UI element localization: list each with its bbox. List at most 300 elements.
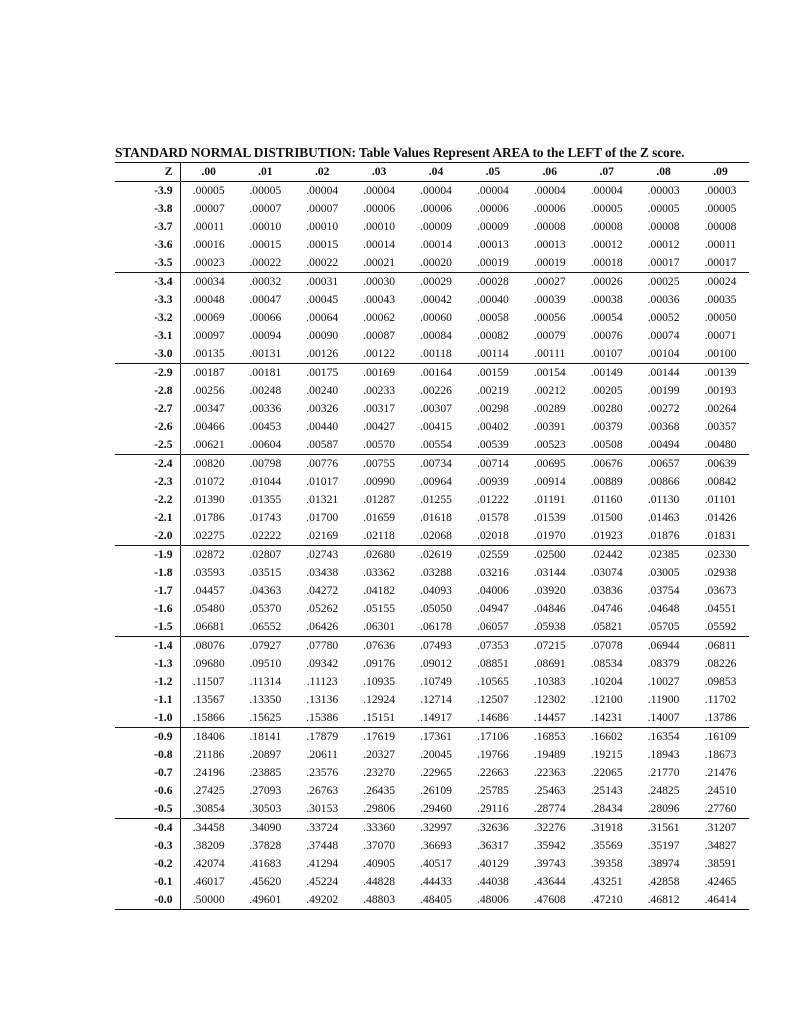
area-value-cell: .00587 xyxy=(294,436,351,455)
area-value-cell: .32997 xyxy=(420,821,452,834)
area-value-cell: .20611 xyxy=(306,748,338,761)
area-value-cell: .07353 xyxy=(476,639,509,652)
area-value-cell: .19766 xyxy=(476,748,509,761)
area-value-cell: .22065 xyxy=(590,766,623,779)
area-value-cell: .00017 xyxy=(635,254,692,273)
area-value-cell: .02619 xyxy=(420,548,452,561)
z-score-cell: -0.2 xyxy=(115,855,180,873)
area-value-cell: .00012 xyxy=(647,238,680,251)
area-value-cell: .34827 xyxy=(704,839,737,852)
area-value-cell: .00090 xyxy=(306,329,339,342)
area-value-cell: .00298 xyxy=(476,402,509,415)
area-value-cell: .04746 xyxy=(590,602,623,615)
area-value-cell: .40517 xyxy=(420,857,452,870)
area-value-cell: .25463 xyxy=(533,784,566,797)
area-value-cell: .00066 xyxy=(249,311,282,324)
table-row xyxy=(115,436,749,455)
area-value-cell: .16853 xyxy=(533,730,566,743)
area-value-cell: .00003 xyxy=(647,184,680,197)
area-value-cell: .41294 xyxy=(306,857,339,870)
area-value-cell: .06426 xyxy=(294,618,351,637)
area-value-cell: .28774 xyxy=(521,800,578,819)
area-value-cell: .00131 xyxy=(237,345,294,364)
area-value-cell: .00056 xyxy=(533,311,566,324)
table-row xyxy=(115,564,749,582)
z-score-cell: -0.7 xyxy=(115,764,180,782)
area-value-cell: .00175 xyxy=(306,366,339,379)
table-row xyxy=(115,236,749,254)
area-value-cell: .00676 xyxy=(590,457,623,470)
area-value-cell: .02743 xyxy=(306,548,339,561)
area-value-cell: .02680 xyxy=(363,548,396,561)
z-score-cell: -1.7 xyxy=(115,582,180,600)
area-value-cell: .05821 xyxy=(578,618,635,637)
z-score-cell: -2.6 xyxy=(115,418,180,436)
area-value-cell: .00280 xyxy=(590,402,623,415)
area-value-cell: .04272 xyxy=(306,584,339,597)
z-score-cell: -0.3 xyxy=(115,837,180,855)
area-value-cell: .01463 xyxy=(647,511,680,524)
area-value-cell: .08534 xyxy=(590,657,623,670)
area-value-cell: .48006 xyxy=(476,893,509,906)
area-value-cell: .13567 xyxy=(192,693,225,706)
area-value-cell: .32636 xyxy=(476,821,509,834)
area-value-cell: .48803 xyxy=(363,893,396,906)
area-value-cell: .01355 xyxy=(249,493,282,506)
area-value-cell: .07493 xyxy=(420,639,452,652)
header-col-06: .06 xyxy=(521,163,578,182)
area-value-cell: .00034 xyxy=(192,275,225,288)
area-value-cell: .16354 xyxy=(647,730,680,743)
area-value-cell: .49202 xyxy=(306,893,339,906)
table-row xyxy=(115,254,749,273)
table-row xyxy=(115,655,749,673)
area-value-cell: .00015 xyxy=(306,238,339,251)
area-value-cell: .00755 xyxy=(363,457,396,470)
area-value-cell: .00094 xyxy=(249,329,282,342)
area-value-cell: .00076 xyxy=(590,329,623,342)
area-value-cell: .00031 xyxy=(306,275,339,288)
area-value-cell: .03920 xyxy=(533,584,566,597)
area-value-cell: .00866 xyxy=(647,475,680,488)
area-value-cell: .00734 xyxy=(420,457,452,470)
area-value-cell: .33724 xyxy=(306,821,339,834)
area-value-cell: .00008 xyxy=(590,220,623,233)
area-value-cell: .00022 xyxy=(237,254,294,273)
area-value-cell: .00118 xyxy=(408,345,465,364)
table-row xyxy=(115,873,749,891)
area-value-cell: .07078 xyxy=(590,639,623,652)
area-value-cell: .20327 xyxy=(363,748,396,761)
z-score-cell: -3.3 xyxy=(115,291,180,309)
area-value-cell: .00111 xyxy=(521,345,578,364)
area-value-cell: .49601 xyxy=(249,893,282,906)
area-value-cell: .34090 xyxy=(249,821,282,834)
area-value-cell: .01500 xyxy=(590,511,623,524)
area-value-cell: .00013 xyxy=(533,238,566,251)
area-value-cell: .00402 xyxy=(476,420,509,433)
header-col-07: .07 xyxy=(578,163,635,182)
z-table-document xyxy=(115,144,749,910)
area-value-cell: .00005 xyxy=(704,202,737,215)
table-row xyxy=(115,382,749,400)
area-value-cell: .00040 xyxy=(476,293,509,306)
area-value-cell: .00149 xyxy=(590,366,623,379)
area-value-cell: .00466 xyxy=(192,420,225,433)
header-col-02: .02 xyxy=(294,163,351,182)
area-value-cell: .00914 xyxy=(533,475,566,488)
area-value-cell: .00199 xyxy=(647,384,680,397)
z-score-cell: -1.4 xyxy=(115,637,180,656)
area-value-cell: .00011 xyxy=(704,238,737,251)
area-value-cell: .00016 xyxy=(192,238,225,251)
area-value-cell: .28434 xyxy=(578,800,635,819)
z-score-cell: -2.4 xyxy=(115,455,180,474)
area-value-cell: .26763 xyxy=(306,784,339,797)
area-value-cell: .09510 xyxy=(249,657,282,670)
area-value-cell: .00212 xyxy=(533,384,566,397)
area-value-cell: .43644 xyxy=(533,875,566,888)
table-row xyxy=(115,509,749,527)
area-value-cell: .04457 xyxy=(192,584,225,597)
area-value-cell: .11314 xyxy=(249,675,282,688)
area-value-cell: .06552 xyxy=(237,618,294,637)
table-row xyxy=(115,200,749,218)
area-value-cell: .40905 xyxy=(363,857,396,870)
area-value-cell: .27093 xyxy=(249,784,282,797)
area-value-cell: .13350 xyxy=(249,693,282,706)
area-value-cell: .25143 xyxy=(590,784,623,797)
area-value-cell: .00004 xyxy=(306,184,339,197)
area-value-cell: .03836 xyxy=(590,584,623,597)
area-value-cell: .00039 xyxy=(533,293,566,306)
area-value-cell: .07636 xyxy=(363,639,396,652)
area-value-cell: .19489 xyxy=(533,748,566,761)
area-value-cell: .00842 xyxy=(704,475,737,488)
area-value-cell: .18673 xyxy=(704,748,737,761)
area-value-cell: .39358 xyxy=(590,857,623,870)
area-value-cell: .00006 xyxy=(476,202,509,215)
z-score-cell: -1.9 xyxy=(115,546,180,565)
area-value-cell: .02559 xyxy=(476,548,509,561)
area-value-cell: .00069 xyxy=(192,311,225,324)
area-value-cell: .01831 xyxy=(692,527,749,546)
area-value-cell: .00272 xyxy=(647,402,680,415)
area-value-cell: .05705 xyxy=(635,618,692,637)
area-value-cell: .16109 xyxy=(704,730,737,743)
area-value-cell: .00604 xyxy=(237,436,294,455)
z-score-cell: -2.8 xyxy=(115,382,180,400)
area-value-cell: .21476 xyxy=(704,766,737,779)
area-value-cell: .00019 xyxy=(521,254,578,273)
z-score-cell: -0.4 xyxy=(115,819,180,838)
area-value-cell: .35569 xyxy=(590,839,623,852)
area-value-cell: .00022 xyxy=(294,254,351,273)
z-score-cell: -0.1 xyxy=(115,873,180,891)
area-value-cell: .12302 xyxy=(533,693,566,706)
area-value-cell: .00004 xyxy=(420,184,452,197)
area-value-cell: .10935 xyxy=(363,675,396,688)
area-value-cell: .22363 xyxy=(533,766,566,779)
area-value-cell: .45224 xyxy=(306,875,339,888)
area-value-cell: .02442 xyxy=(590,548,623,561)
area-value-cell: .08379 xyxy=(647,657,680,670)
area-value-cell: .00018 xyxy=(578,254,635,273)
z-score-cell: -3.6 xyxy=(115,236,180,254)
area-value-cell: .05938 xyxy=(521,618,578,637)
area-value-cell: .01321 xyxy=(306,493,339,506)
area-value-cell: .41683 xyxy=(249,857,282,870)
area-value-cell: .00889 xyxy=(590,475,623,488)
area-value-cell: .00100 xyxy=(692,345,749,364)
area-value-cell: .13136 xyxy=(306,693,339,706)
area-value-cell: .04846 xyxy=(533,602,566,615)
area-value-cell: .00657 xyxy=(647,457,680,470)
table-row xyxy=(115,837,749,855)
area-value-cell: .00029 xyxy=(420,275,452,288)
area-value-cell: .10204 xyxy=(590,675,623,688)
area-value-cell: .00798 xyxy=(249,457,282,470)
table-row xyxy=(115,309,749,327)
area-value-cell: .01743 xyxy=(249,511,282,524)
area-value-cell: .00169 xyxy=(363,366,396,379)
area-value-cell: .00024 xyxy=(704,275,737,288)
z-score-cell: -3.4 xyxy=(115,273,180,292)
area-value-cell: .10383 xyxy=(533,675,566,688)
z-score-cell: -0.9 xyxy=(115,728,180,747)
table-row xyxy=(115,673,749,691)
area-value-cell: .00939 xyxy=(476,475,509,488)
area-value-cell: .28096 xyxy=(635,800,692,819)
area-value-cell: .44433 xyxy=(420,875,452,888)
area-value-cell: .00233 xyxy=(363,384,396,397)
area-value-cell: .02330 xyxy=(704,548,737,561)
z-score-cell: -2.7 xyxy=(115,400,180,418)
area-value-cell: .14917 xyxy=(408,709,465,728)
z-score-cell: -3.2 xyxy=(115,309,180,327)
area-value-cell: .25785 xyxy=(476,784,509,797)
area-value-cell: .00193 xyxy=(704,384,737,397)
area-value-cell: .00074 xyxy=(647,329,680,342)
z-score-cell: -0.0 xyxy=(115,891,180,910)
area-value-cell: .21186 xyxy=(192,748,225,761)
area-value-cell: .45620 xyxy=(249,875,282,888)
area-value-cell: .00082 xyxy=(476,329,509,342)
table-row xyxy=(115,327,749,345)
area-value-cell: .01101 xyxy=(704,493,737,506)
table-row xyxy=(115,491,749,509)
table-body xyxy=(115,182,749,910)
table-row xyxy=(115,618,749,637)
area-value-cell: .18141 xyxy=(249,730,282,743)
z-score-cell: -1.0 xyxy=(115,709,180,728)
table-row xyxy=(115,345,749,364)
area-value-cell: .00004 xyxy=(590,184,623,197)
area-value-cell: .00008 xyxy=(533,220,566,233)
table-row xyxy=(115,400,749,418)
z-score-table xyxy=(115,162,749,910)
area-value-cell: .43251 xyxy=(590,875,623,888)
area-value-cell: .01072 xyxy=(192,475,225,488)
area-value-cell: .37828 xyxy=(249,839,282,852)
area-value-cell: .00013 xyxy=(476,238,509,251)
table-row xyxy=(115,855,749,873)
z-score-cell: -1.2 xyxy=(115,673,180,691)
area-value-cell: .42858 xyxy=(647,875,680,888)
area-value-cell: .00009 xyxy=(476,220,509,233)
area-value-cell: .07215 xyxy=(533,639,566,652)
area-value-cell: .08226 xyxy=(704,657,737,670)
area-value-cell: .46414 xyxy=(704,893,737,906)
area-value-cell: .03438 xyxy=(306,566,339,579)
table-row xyxy=(115,637,749,656)
area-value-cell: .11123 xyxy=(306,675,338,688)
area-value-cell: .00043 xyxy=(363,293,396,306)
area-value-cell: .00347 xyxy=(192,402,225,415)
table-row xyxy=(115,582,749,600)
area-value-cell: .37448 xyxy=(306,839,339,852)
area-value-cell: .01222 xyxy=(476,493,509,506)
area-value-cell: .00007 xyxy=(192,202,225,215)
header-z: Z xyxy=(115,163,180,182)
area-value-cell: .17619 xyxy=(363,730,396,743)
area-value-cell: .00256 xyxy=(192,384,225,397)
area-value-cell: .11702 xyxy=(704,693,737,706)
area-value-cell: .00820 xyxy=(192,457,225,470)
area-value-cell: .01390 xyxy=(192,493,225,506)
area-value-cell: .11900 xyxy=(647,693,680,706)
area-value-cell: .14686 xyxy=(464,709,521,728)
area-value-cell: .00036 xyxy=(647,293,680,306)
area-value-cell: .00062 xyxy=(363,311,396,324)
table-title: STANDARD NORMAL DISTRIBUTION: Table Values Represent AREA to the LEFT of the Z score. xyxy=(115,145,685,160)
area-value-cell: .00391 xyxy=(533,420,566,433)
area-value-cell: .29806 xyxy=(351,800,408,819)
area-value-cell: .06057 xyxy=(464,618,521,637)
area-value-cell: .00226 xyxy=(420,384,452,397)
z-score-cell: -2.1 xyxy=(115,509,180,527)
area-value-cell: .24510 xyxy=(704,784,737,797)
area-value-cell: .00317 xyxy=(363,402,396,415)
area-value-cell: .42074 xyxy=(192,857,225,870)
area-value-cell: .36693 xyxy=(420,839,452,852)
area-value-cell: .14007 xyxy=(635,709,692,728)
area-value-cell: .00005 xyxy=(249,184,282,197)
area-value-cell: .38209 xyxy=(192,839,225,852)
area-value-cell: .00019 xyxy=(464,254,521,273)
area-value-cell: .14231 xyxy=(578,709,635,728)
area-value-cell: .04947 xyxy=(476,602,509,615)
area-value-cell: .13786 xyxy=(692,709,749,728)
area-value-cell: .20897 xyxy=(249,748,282,761)
table-row xyxy=(115,473,749,491)
area-value-cell: .00554 xyxy=(408,436,465,455)
area-value-cell: .00008 xyxy=(704,220,737,233)
area-value-cell: .01970 xyxy=(521,527,578,546)
area-value-cell: .31918 xyxy=(590,821,623,834)
area-value-cell: .06944 xyxy=(647,639,680,652)
area-value-cell: .08691 xyxy=(533,657,566,670)
area-value-cell: .00005 xyxy=(647,202,680,215)
area-value-cell: .01426 xyxy=(704,511,737,524)
area-value-cell: .00264 xyxy=(704,402,737,415)
area-value-cell: .46017 xyxy=(192,875,225,888)
area-value-cell: .04363 xyxy=(249,584,282,597)
z-score-cell: -2.0 xyxy=(115,527,180,546)
area-value-cell: .30854 xyxy=(180,800,237,819)
area-value-cell: .00006 xyxy=(420,202,452,215)
header-col-05: .05 xyxy=(464,163,521,182)
area-value-cell: .02500 xyxy=(533,548,566,561)
area-value-cell: .00008 xyxy=(647,220,680,233)
area-value-cell: .02018 xyxy=(464,527,521,546)
table-row xyxy=(115,782,749,800)
area-value-cell: .00038 xyxy=(590,293,623,306)
area-value-cell: .11507 xyxy=(192,675,225,688)
area-value-cell: .01659 xyxy=(363,511,396,524)
header-col-04: .04 xyxy=(408,163,465,182)
area-value-cell: .00060 xyxy=(420,311,452,324)
area-value-cell: .00621 xyxy=(180,436,237,455)
area-value-cell: .20045 xyxy=(420,748,452,761)
area-value-cell: .35942 xyxy=(533,839,566,852)
area-value-cell: .00357 xyxy=(704,420,737,433)
area-value-cell: .01786 xyxy=(192,511,225,524)
area-value-cell: .02938 xyxy=(704,566,737,579)
area-value-cell: .00058 xyxy=(476,311,509,324)
area-value-cell: .22965 xyxy=(420,766,452,779)
area-value-cell: .01287 xyxy=(363,493,396,506)
area-value-cell: .00097 xyxy=(192,329,225,342)
area-value-cell: .00087 xyxy=(363,329,396,342)
area-value-cell: .00107 xyxy=(578,345,635,364)
area-value-cell: .04648 xyxy=(647,602,680,615)
area-value-cell: .09012 xyxy=(420,657,452,670)
table-row xyxy=(115,709,749,728)
z-score-cell: -0.8 xyxy=(115,746,180,764)
area-value-cell: .00714 xyxy=(476,457,509,470)
area-value-cell: .00007 xyxy=(249,202,282,215)
area-value-cell: .44828 xyxy=(363,875,396,888)
area-value-cell: .00048 xyxy=(192,293,225,306)
area-value-cell: .08851 xyxy=(476,657,509,670)
area-value-cell: .27760 xyxy=(692,800,749,819)
area-value-cell: .04093 xyxy=(420,584,452,597)
area-value-cell: .05155 xyxy=(363,602,396,615)
area-value-cell: .00336 xyxy=(249,402,282,415)
area-value-cell: .46812 xyxy=(647,893,680,906)
area-value-cell: .00187 xyxy=(192,366,225,379)
area-value-cell: .00368 xyxy=(647,420,680,433)
area-value-cell: .16602 xyxy=(590,730,623,743)
area-value-cell: .00122 xyxy=(351,345,408,364)
header-col-08: .08 xyxy=(635,163,692,182)
area-value-cell: .00480 xyxy=(692,436,749,455)
area-value-cell: .00054 xyxy=(590,311,623,324)
area-value-cell: .31207 xyxy=(704,821,737,834)
area-value-cell: .00326 xyxy=(306,402,339,415)
table-row xyxy=(115,291,749,309)
area-value-cell: .00539 xyxy=(464,436,521,455)
area-value-cell: .00007 xyxy=(306,202,339,215)
area-value-cell: .00104 xyxy=(635,345,692,364)
area-value-cell: .01618 xyxy=(420,511,452,524)
area-value-cell: .02169 xyxy=(294,527,351,546)
header-col-01: .01 xyxy=(237,163,294,182)
area-value-cell: .01130 xyxy=(647,493,680,506)
area-value-cell: .00042 xyxy=(420,293,452,306)
area-value-cell: .00009 xyxy=(420,220,452,233)
